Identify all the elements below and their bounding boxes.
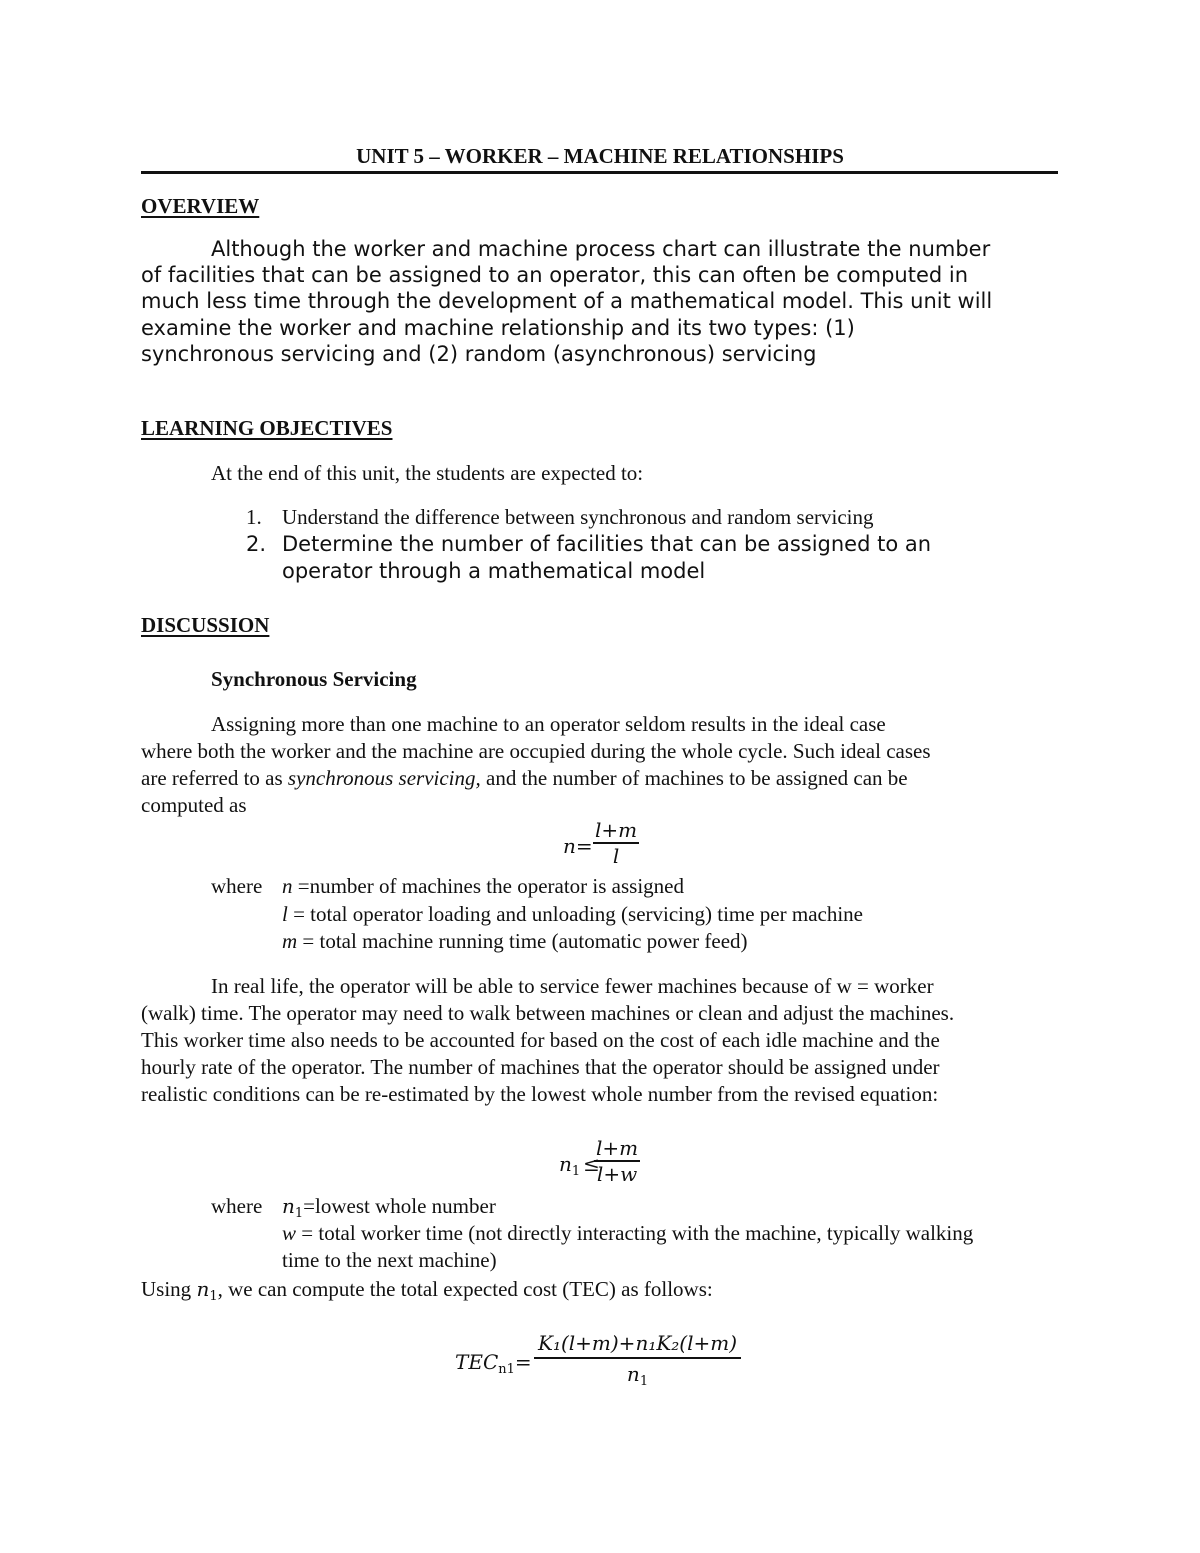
definition-line bbox=[282, 1221, 973, 1246]
discussion-heading: DISCUSSION bbox=[141, 613, 270, 637]
text-run: Using bbox=[141, 1277, 197, 1301]
paragraph-line: hourly rate of the operator. The number of machines that the operator should be assigned under bbox=[141, 1055, 940, 1079]
definition-continuation: time to the next machine) bbox=[282, 1248, 497, 1272]
den-subscript: 1 bbox=[639, 1374, 649, 1389]
page-title: UNIT 5 – WORKER – MACHINE RELATIONSHIPS bbox=[356, 144, 844, 168]
fraction-denominator: l bbox=[612, 844, 620, 868]
paragraph-line: (walk) time. The operator may need to walk between machines or clean and adjust the machines. bbox=[141, 1001, 955, 1025]
eq-subscript: n1 bbox=[498, 1362, 515, 1377]
overview-line: of facilities that can be assigned to an operator, this can often be computed in bbox=[141, 263, 969, 287]
fraction-numerator: l+m bbox=[596, 1136, 639, 1160]
paragraph-line: where both the worker and the machine are occupied during the whole cycle. Such ideal cases bbox=[141, 739, 931, 763]
text-run: and the number of machines to be assigned can be bbox=[480, 766, 908, 790]
den-symbol: n bbox=[626, 1362, 640, 1386]
list-item-number: 1. bbox=[246, 505, 262, 529]
emphasis-term: synchronous servicing, bbox=[287, 766, 481, 790]
eq-symbol: n bbox=[563, 834, 576, 858]
inline-subscript: 1 bbox=[209, 1289, 218, 1304]
objectives-intro: At the end of this unit, the students are expected to: bbox=[211, 461, 644, 485]
overview-line: much less time through the development of a mathematical model. This unit will bbox=[141, 289, 993, 313]
def-text: = total worker time (not directly interacting with the machine, typically walking bbox=[296, 1221, 974, 1245]
def-symbol: m bbox=[282, 929, 298, 953]
paragraph-line: Assigning more than one machine to an operator seldom results in the ideal case bbox=[211, 712, 886, 736]
def-text: =number of machines the operator is assigned bbox=[292, 874, 684, 898]
inline-symbol bbox=[196, 1277, 218, 1304]
def-text: =lowest whole number bbox=[303, 1194, 496, 1218]
paragraph-line bbox=[141, 1277, 713, 1304]
inline-symbol-base: n bbox=[196, 1277, 210, 1301]
where-label: where bbox=[211, 874, 263, 898]
equation-fraction bbox=[593, 820, 639, 866]
eq-symbol: n bbox=[559, 1152, 572, 1176]
title-rule bbox=[141, 171, 1058, 174]
equation-fraction bbox=[594, 1138, 640, 1184]
equation-fraction bbox=[534, 1333, 741, 1388]
fraction-denominator bbox=[627, 1359, 648, 1388]
def-text: = total operator loading and unloading (servicing) time per machine bbox=[287, 902, 864, 926]
list-item: Understand the difference between synchronous and random servicing bbox=[282, 505, 874, 529]
equation-lhs bbox=[563, 834, 593, 858]
overview-heading: OVERVIEW bbox=[141, 194, 260, 218]
objectives-heading: LEARNING OBJECTIVES bbox=[141, 416, 393, 440]
eq-operator: = bbox=[575, 834, 593, 858]
def-symbol: n bbox=[282, 874, 293, 898]
paragraph-line: computed as bbox=[141, 793, 247, 817]
def-symbol-base: n bbox=[282, 1194, 295, 1218]
list-item: Determine the number of facilities that can be assigned to an bbox=[282, 532, 932, 556]
paragraph-line: realistic conditions can be re-estimated by the lowest whole number from the revised equation: bbox=[141, 1082, 939, 1106]
fraction-numerator: l+m bbox=[595, 818, 638, 842]
list-item-continuation: operator through a mathematical model bbox=[282, 559, 706, 583]
def-symbol: l bbox=[282, 902, 288, 926]
def-symbol bbox=[282, 1194, 304, 1221]
definition-line bbox=[282, 902, 863, 927]
eq-operator: ≤ bbox=[583, 1152, 600, 1176]
text-run: , we can compute the total expected cost (TEC) as follows: bbox=[217, 1277, 713, 1301]
text-run: are referred to as bbox=[141, 766, 288, 790]
eq-symbol: TEC bbox=[455, 1350, 499, 1374]
fraction-denominator: l+w bbox=[596, 1162, 638, 1186]
paragraph-line: In real life, the operator will be able to service fewer machines because of w = worker bbox=[211, 974, 934, 998]
fraction-numerator: K₁(l+m)+n₁K₂(l+m) bbox=[534, 1333, 741, 1359]
paragraph-line bbox=[141, 766, 908, 791]
definition-line bbox=[282, 1194, 496, 1221]
eq-subscript: 1 bbox=[571, 1164, 581, 1179]
definition-line bbox=[282, 874, 684, 899]
def-subscript: 1 bbox=[294, 1206, 304, 1221]
overview-line: synchronous servicing and (2) random (asynchronous) servicing bbox=[141, 342, 817, 366]
def-text: = total machine running time (automatic power feed) bbox=[297, 929, 748, 953]
paragraph-line: This worker time also needs to be accounted for based on the cost of each idle machine and the bbox=[141, 1028, 940, 1052]
definition-line bbox=[282, 929, 748, 954]
def-symbol: w bbox=[282, 1221, 297, 1245]
equation-lhs bbox=[455, 1350, 532, 1377]
overview-line: Although the worker and machine process chart can illustrate the number bbox=[211, 237, 991, 261]
section-subheading: Synchronous Servicing bbox=[211, 667, 417, 691]
list-item-number: 2. bbox=[246, 532, 267, 556]
eq-operator: = bbox=[514, 1350, 532, 1374]
where-label: where bbox=[211, 1194, 263, 1218]
overview-line: examine the worker and machine relationship and its two types: (1) bbox=[141, 316, 855, 340]
